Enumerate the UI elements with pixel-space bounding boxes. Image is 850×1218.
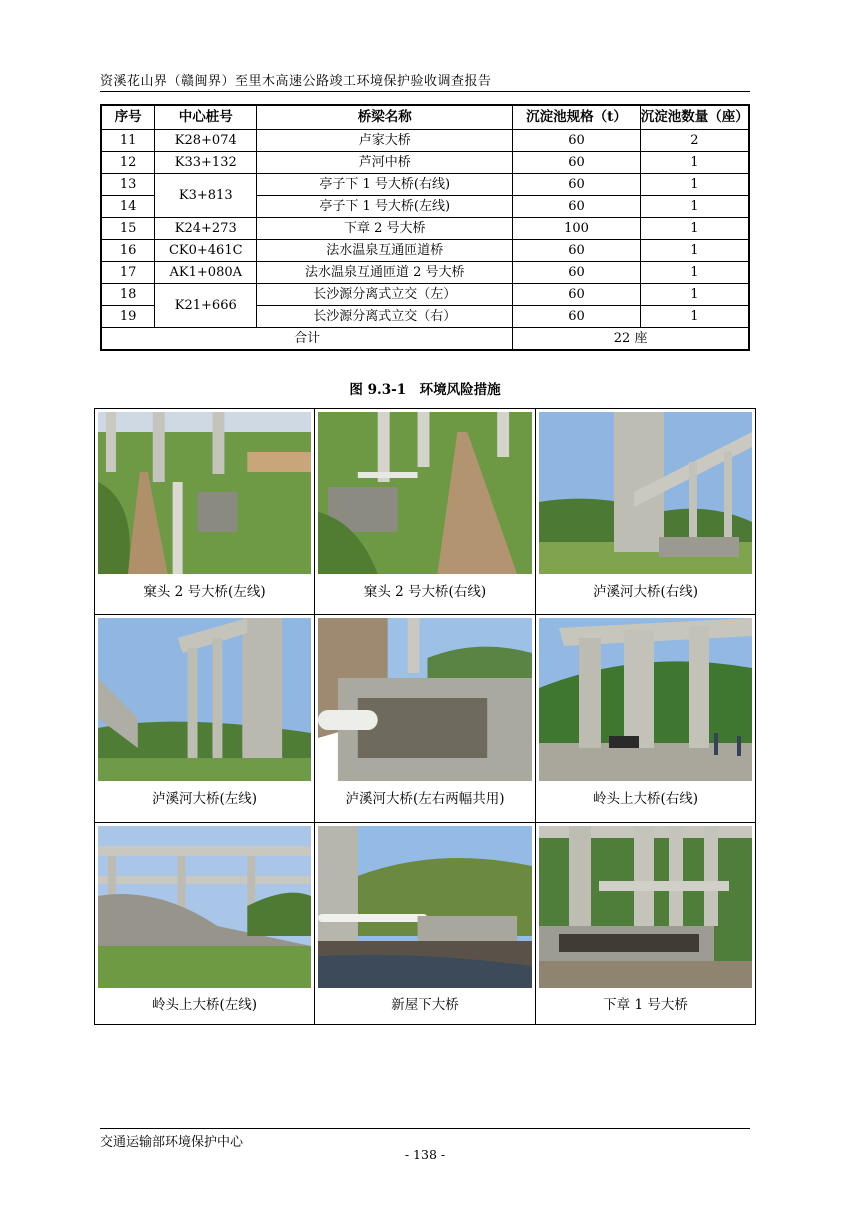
row-number: 13 <box>101 174 155 196</box>
tank-spec: 60 <box>513 306 641 328</box>
bridge-name: 长沙源分离式立交（左） <box>257 284 513 306</box>
photo-caption: 泸溪河大桥(右线) <box>592 584 699 600</box>
table-row <box>101 174 749 196</box>
station: K3+813 <box>155 174 257 218</box>
tank-spec: 60 <box>513 174 641 196</box>
site-photo <box>539 618 752 781</box>
photo-cell <box>536 823 755 1024</box>
table-row <box>101 240 749 262</box>
tank-count: 1 <box>640 196 749 218</box>
photo-grid <box>94 408 756 1025</box>
column-header: 沉淀池规格（t） <box>513 105 641 130</box>
footer-organization: 交通运输部环境保护中心 <box>100 1135 244 1150</box>
site-photo <box>98 412 311 574</box>
table-row <box>101 284 749 306</box>
tank-count: 1 <box>640 262 749 284</box>
tank-count: 1 <box>640 218 749 240</box>
row-number: 11 <box>101 130 155 152</box>
photo-caption: 泸溪河大桥(左线) <box>151 791 258 807</box>
tank-count: 1 <box>640 306 749 328</box>
site-photo <box>318 412 532 574</box>
table-header-row <box>101 105 749 130</box>
photo-cell <box>315 823 536 1024</box>
row-number: 17 <box>101 262 155 284</box>
photo-caption: 岭头上大桥(左线) <box>151 997 258 1013</box>
row-number: 16 <box>101 240 155 262</box>
tank-spec: 60 <box>513 262 641 284</box>
page-number: - 138 - <box>404 1147 446 1162</box>
tank-spec: 60 <box>513 130 641 152</box>
table-row <box>101 152 749 174</box>
row-number: 14 <box>101 196 155 218</box>
tank-spec: 60 <box>513 152 641 174</box>
table-row <box>101 262 749 284</box>
bridge-name: 卢家大桥 <box>257 130 513 152</box>
row-number: 18 <box>101 284 155 306</box>
photo-caption: 下章 1 号大桥 <box>603 997 688 1013</box>
station: K24+273 <box>155 218 257 240</box>
total-value: 22 座 <box>513 328 749 351</box>
bridge-name: 长沙源分离式立交（右） <box>257 306 513 328</box>
tank-count: 1 <box>640 284 749 306</box>
bridge-name: 法水温泉互通匝道 2 号大桥 <box>257 262 513 284</box>
bridge-name: 亭子下 1 号大桥(右线) <box>257 174 513 196</box>
station: CK0+461C <box>155 240 257 262</box>
table-row <box>101 218 749 240</box>
station: K21+666 <box>155 284 257 328</box>
site-photo <box>98 618 311 781</box>
table-row <box>101 130 749 152</box>
column-header: 序号 <box>101 105 155 130</box>
bridge-name: 下章 2 号大桥 <box>257 218 513 240</box>
column-header: 沉淀池数量（座） <box>640 105 749 130</box>
tank-spec: 100 <box>513 218 641 240</box>
photo-cell <box>536 615 755 823</box>
row-number: 19 <box>101 306 155 328</box>
site-photo <box>539 412 752 574</box>
tank-spec: 60 <box>513 284 641 306</box>
column-header: 中心桩号 <box>155 105 257 130</box>
figure-caption: 图 9.3-1 环境风险措施 <box>349 382 501 398</box>
photo-cell <box>95 409 315 615</box>
station: AK1+080A <box>155 262 257 284</box>
photo-caption: 泸溪河大桥(左右两幅共用) <box>345 791 505 807</box>
total-label: 合计 <box>101 328 513 351</box>
bridge-name: 法水温泉互通匝道桥 <box>257 240 513 262</box>
station: K28+074 <box>155 130 257 152</box>
photo-caption: 新屋下大桥 <box>391 997 459 1013</box>
tank-count: 1 <box>640 240 749 262</box>
tank-count: 1 <box>640 152 749 174</box>
header-divider <box>100 91 750 92</box>
site-photo <box>318 618 532 781</box>
site-photo <box>539 826 752 988</box>
bridge-name: 芦河中桥 <box>257 152 513 174</box>
column-header: 桥梁名称 <box>257 105 513 130</box>
table-total-row <box>101 328 749 351</box>
photo-cell <box>315 409 536 615</box>
footer-divider <box>100 1128 750 1129</box>
tank-spec: 60 <box>513 240 641 262</box>
report-title: 资溪花山界（赣闽界）至里木高速公路竣工环境保护验收调查报告 <box>100 74 492 89</box>
photo-cell <box>536 409 755 615</box>
site-photo <box>98 826 311 988</box>
photo-cell <box>315 615 536 823</box>
row-number: 12 <box>101 152 155 174</box>
tank-count: 2 <box>640 130 749 152</box>
tank-spec: 60 <box>513 196 641 218</box>
bridge-name: 亭子下 1 号大桥(左线) <box>257 196 513 218</box>
row-number: 15 <box>101 218 155 240</box>
photo-caption: 窠头 2 号大桥(右线) <box>363 584 487 600</box>
photo-caption: 窠头 2 号大桥(左线) <box>143 584 266 600</box>
tank-count: 1 <box>640 174 749 196</box>
photo-caption: 岭头上大桥(右线) <box>592 791 699 807</box>
station: K33+132 <box>155 152 257 174</box>
sedimentation-tank-table <box>100 104 750 351</box>
photo-cell <box>95 823 315 1024</box>
site-photo <box>318 826 532 988</box>
photo-cell <box>95 615 315 823</box>
